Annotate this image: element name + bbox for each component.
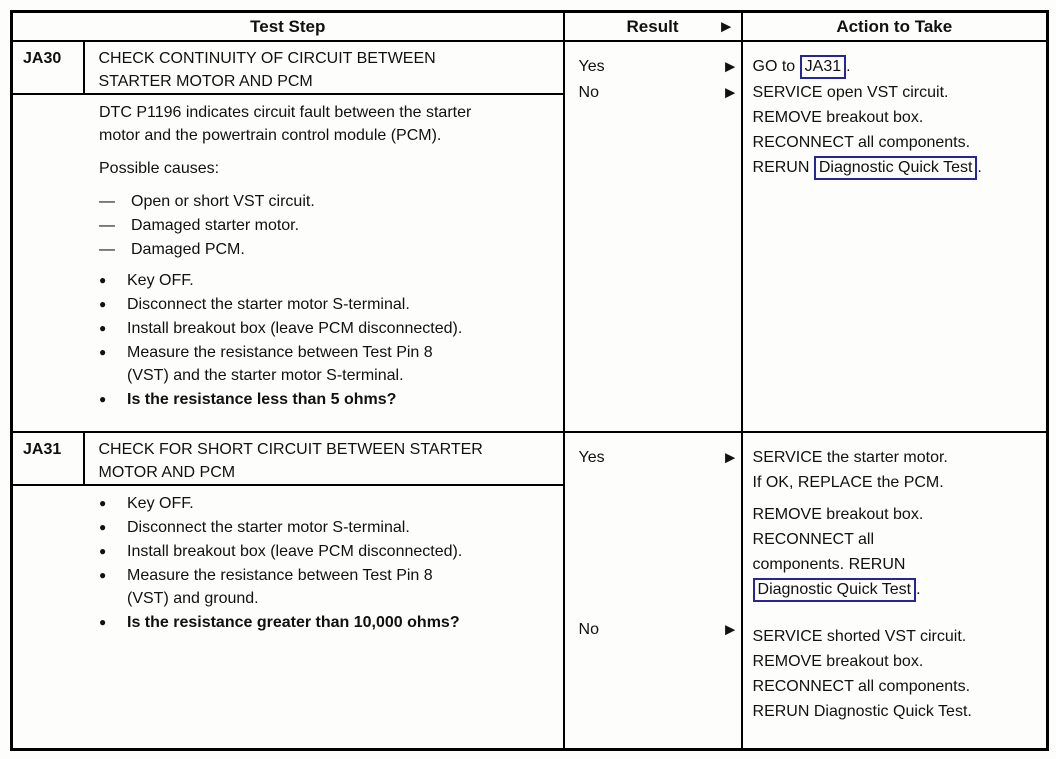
- action-no-ja30: [753, 80, 1041, 180]
- action-text: .: [846, 58, 851, 75]
- procedure-text: Install breakout box (leave PCM disconnected).: [127, 320, 463, 337]
- procedure-list: [99, 269, 555, 411]
- bullet-icon: ●: [99, 615, 107, 629]
- procedure-item: [99, 564, 555, 610]
- procedure-text: Key OFF.: [127, 495, 194, 512]
- step-title-ja31: [84, 432, 564, 485]
- step-ja31-title-row: [12, 432, 1048, 485]
- dash-icon: —: [99, 241, 115, 258]
- procedure-item: [99, 293, 555, 316]
- bullet-icon: ●: [99, 544, 107, 558]
- action-line: SERVICE the starter motor.: [752, 449, 948, 466]
- bullet-icon: ●: [99, 568, 107, 582]
- procedure-item: [99, 516, 555, 539]
- procedure-question: [99, 611, 555, 634]
- procedure-text: Install breakout box (leave PCM disconnected).: [127, 543, 463, 560]
- header-action: [742, 12, 1048, 42]
- bullet-icon: ●: [99, 273, 107, 287]
- result-no-label: No: [578, 84, 599, 101]
- action-line: RECONNECT all components.: [752, 678, 971, 695]
- question-text: Is the resistance less than 5 ohms?: [127, 391, 397, 408]
- action-paragraph: REMOVE breakout box. RECONNECT all components. RERUN: [752, 506, 924, 573]
- action-line: SERVICE shorted VST circuit.: [752, 628, 967, 645]
- possible-causes-label: Possible causes:: [99, 160, 220, 177]
- result-no-ja30: [579, 80, 737, 105]
- step-body-ja31: [12, 485, 564, 749]
- arrow-right-icon: ►: [721, 620, 739, 639]
- action-yes-ja31: [753, 445, 1041, 602]
- procedure-text: Disconnect the starter motor S-terminal.: [127, 296, 410, 313]
- procedure-item: [99, 269, 555, 292]
- header-test-step: [12, 12, 564, 42]
- action-text: RERUN: [752, 159, 814, 176]
- dash-icon: —: [99, 193, 115, 210]
- action-line: RERUN Diagnostic Quick Test.: [752, 703, 972, 720]
- action-text: .: [977, 159, 982, 176]
- step-ja30-title-row: [12, 41, 1048, 94]
- result-cell-ja30: [564, 41, 742, 432]
- action-line: REMOVE breakout box.: [752, 109, 924, 126]
- arrow-right-icon: ►: [717, 16, 735, 36]
- procedure-list: [99, 492, 555, 634]
- cause-text: Damaged PCM.: [131, 241, 245, 258]
- bullet-icon: ●: [99, 496, 107, 510]
- procedure-text: Measure the resistance between Test Pin 8 (VST) and ground.: [127, 567, 433, 607]
- header-result: [564, 12, 742, 42]
- result-yes-ja30: [579, 54, 737, 79]
- action-text: GO to: [752, 58, 800, 75]
- result-yes-label: Yes: [578, 58, 605, 75]
- step-id-ja30: JA30: [12, 41, 84, 94]
- bullet-icon: ●: [99, 297, 107, 311]
- result-no-ja31: [579, 617, 737, 642]
- cause-item: [99, 238, 555, 261]
- header-action-label: Action to Take: [836, 17, 953, 36]
- cause-text: Open or short VST circuit.: [131, 193, 315, 210]
- bullet-icon: ●: [99, 520, 107, 534]
- header-result-label: Result: [626, 17, 679, 36]
- action-line: [753, 155, 1041, 180]
- procedure-text: Key OFF.: [127, 272, 194, 289]
- causes-list: [99, 190, 555, 261]
- step-id-ja31: JA31: [12, 432, 84, 485]
- cross-reference-link-diagnostic-quick-test[interactable]: Diagnostic Quick Test: [814, 156, 978, 180]
- question-text: Is the resistance greater than 10,000 ohms?: [127, 614, 460, 631]
- action-yes-ja30: [753, 54, 1041, 79]
- result-yes-ja31: [579, 445, 737, 470]
- action-line: SERVICE open VST circuit.: [752, 84, 949, 101]
- action-line: [753, 577, 1041, 602]
- bullet-icon: ●: [99, 321, 107, 335]
- action-line: RECONNECT all components.: [752, 134, 971, 151]
- procedure-item: [99, 492, 555, 515]
- result-cell-ja31: [564, 432, 742, 749]
- procedure-item: [99, 341, 555, 387]
- header-test-step-label: Test Step: [250, 17, 326, 36]
- bullet-icon: ●: [99, 345, 107, 359]
- procedure-question: [99, 388, 555, 411]
- cause-item: [99, 190, 555, 213]
- action-no-ja31: [753, 624, 1041, 724]
- procedure-text: Disconnect the starter motor S-terminal.: [127, 519, 410, 536]
- cross-reference-link-diagnostic-quick-test[interactable]: Diagnostic Quick Test: [753, 578, 917, 602]
- step-title-ja30: [84, 41, 564, 94]
- procedure-item: [99, 540, 555, 563]
- table-header-row: [12, 12, 1048, 42]
- action-cell-ja30: [742, 41, 1048, 432]
- arrow-right-icon: ►: [721, 448, 739, 467]
- action-line: REMOVE breakout box.: [752, 653, 924, 670]
- procedure-text: Measure the resistance between Test Pin 8 (VST) and the starter motor S-terminal.: [127, 344, 433, 384]
- dash-icon: —: [99, 217, 115, 234]
- diagnostic-table: [10, 10, 1049, 751]
- step-description: DTC P1196 indicates circuit fault between the starter motor and the powertrain control module (PCM).: [99, 104, 472, 144]
- bullet-icon: ●: [99, 392, 107, 406]
- result-yes-label: Yes: [578, 449, 605, 466]
- step-title-text: CHECK CONTINUITY OF CIRCUIT BETWEEN STARTER MOTOR AND PCM: [98, 50, 436, 90]
- result-no-label: No: [578, 621, 599, 638]
- step-title-text: CHECK FOR SHORT CIRCUIT BETWEEN STARTER MOTOR AND PCM: [98, 441, 483, 481]
- cause-item: [99, 214, 555, 237]
- action-line: If OK, REPLACE the PCM.: [752, 474, 944, 491]
- cross-reference-link-ja31[interactable]: JA31: [800, 55, 846, 79]
- cause-text: Damaged starter motor.: [131, 217, 300, 234]
- arrow-right-icon: ►: [721, 57, 739, 76]
- arrow-right-icon: ►: [721, 83, 739, 102]
- procedure-item: [99, 317, 555, 340]
- action-cell-ja31: [742, 432, 1048, 749]
- action-text: .: [916, 581, 921, 598]
- step-body-ja30: [12, 94, 564, 432]
